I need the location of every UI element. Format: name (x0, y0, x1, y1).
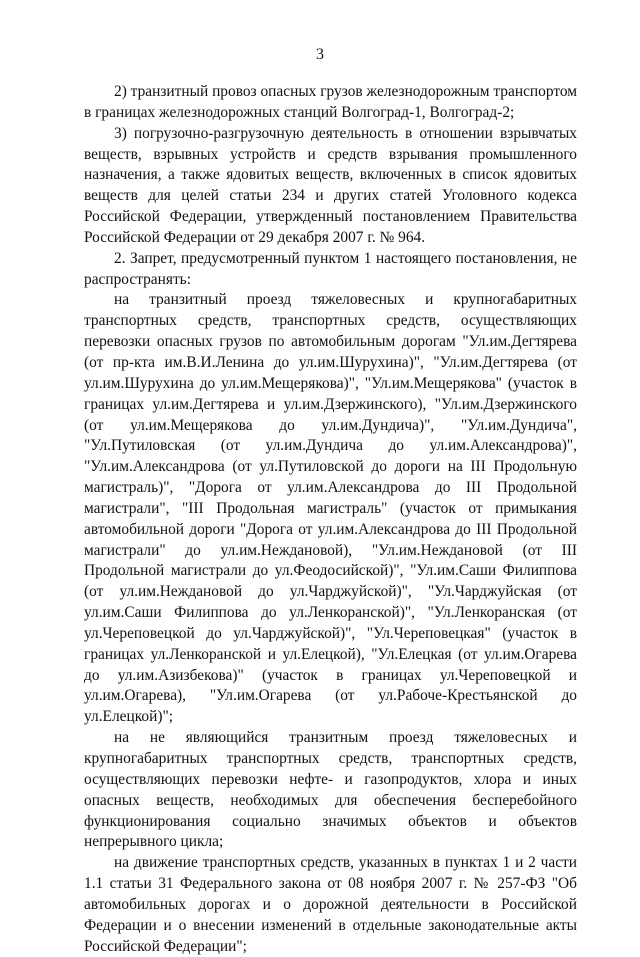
page-number: 3 (316, 46, 324, 63)
paragraph-exception-intro: 2. Запрет, предусмотренный пунктом 1 настоящего постановления, не распространять: (84, 249, 577, 288)
paragraph-federal-law-vehicles: на движение транспортных средств, указанных в пунктах 1 и 2 части 1.1 статьи 31 Федерального закона от 08 ноября 2007 г. № 257-ФЗ "Об автомобильных дорогах и о дорожной деятельности в Российской Федерации и о внесении изменений в отдельные законодательные акты Российской Федерации"; (84, 854, 577, 955)
paragraph-nontransit-vehicles: на не являющийся транзитным проезд тяжеловесных и крупногабаритных транспортных средств, транспортных средств, осуществляющих перевозки нефте- и газопродуктов, хлора и иных опасных веществ, необходимых для обеспечения бесперебойного функционирования социально значимых объектов и объектов непрерывного цикла; (84, 729, 577, 851)
paragraph-loading-operations: 3) погрузочно-разгрузочную деятельность в отношении взрывчатых веществ, взрывных устройств и средств взрывания промышленного назначения, а также ядовитых веществ, включенных в список ядовитых веществ для целей статьи 234 и других статей Уголовного кодекса Российской Федерации, утвержденный постановлением Правительства Российской Федерации от 29 декабря 2007 г. № 964. (84, 124, 577, 246)
paragraph-transit-routes: на транзитный проезд тяжеловесных и крупногабаритных транспортных средств, транспортных средств, осуществляющих перевозки опасных грузов по автомобильным дорогам "Ул.им.Дегтярева (от пр-кта им.В.И.Ленина до ул.им.Шурухина)", "Ул.им.Дегтярева (от ул.им.Шурухина до ул.им.Мещерякова)", "Ул.им.Мещерякова" (участок в границах ул.им.Дегтярева и ул.им.Дзержинского), "Ул.им.Дзержинского (от ул.им.Мещерякова до ул.им.Дундича)", "Ул.им.Дундича", "Ул.Путиловская (от ул.им.Дундича до ул.им.Александрова)", "Ул.им.Александрова (от ул.Путиловской до дороги на III Продольную магистраль)", "Дорога от ул.им.Александрова до III Продольной магистрали", "III Продольная магистраль" (участок от примыкания автомобильной дороги "Дорога от ул.им.Александрова до III Продольной магистрали" до ул.им.Неждановой), "Ул.им.Неждановой (от III Продольной магистрали до ул.Феодосийской)", "Ул.им.Саши Филиппова (от ул.им.Неждановой до ул.Чарджуйской)", "Ул.Чарджуйская (от ул.им.Саши Филиппова до ул.Ленкоранской)", "Ул.Ленкоранская (от ул.Череповецкой до ул.Чарджуйской)", "Ул.Череповецкая" (участок в границах ул.Ленкоранской и ул.Елецкой), "Ул.Елецкая (от ул.им.Огарева до ул.им.Азизбекова)" (участок в границах ул.Череповецкой и ул.им.Огарева), "Ул.им.Огарева (от ул.Рабоче-Крестьянской до ул.Елецкой)"; (84, 291, 577, 726)
paragraph-railway-transit: 2) транзитный провоз опасных грузов железнодорожным транспортом в границах железнодорожных станций Волгоград-1, Волгоград-2; (84, 83, 577, 121)
document-body (84, 82, 577, 957)
